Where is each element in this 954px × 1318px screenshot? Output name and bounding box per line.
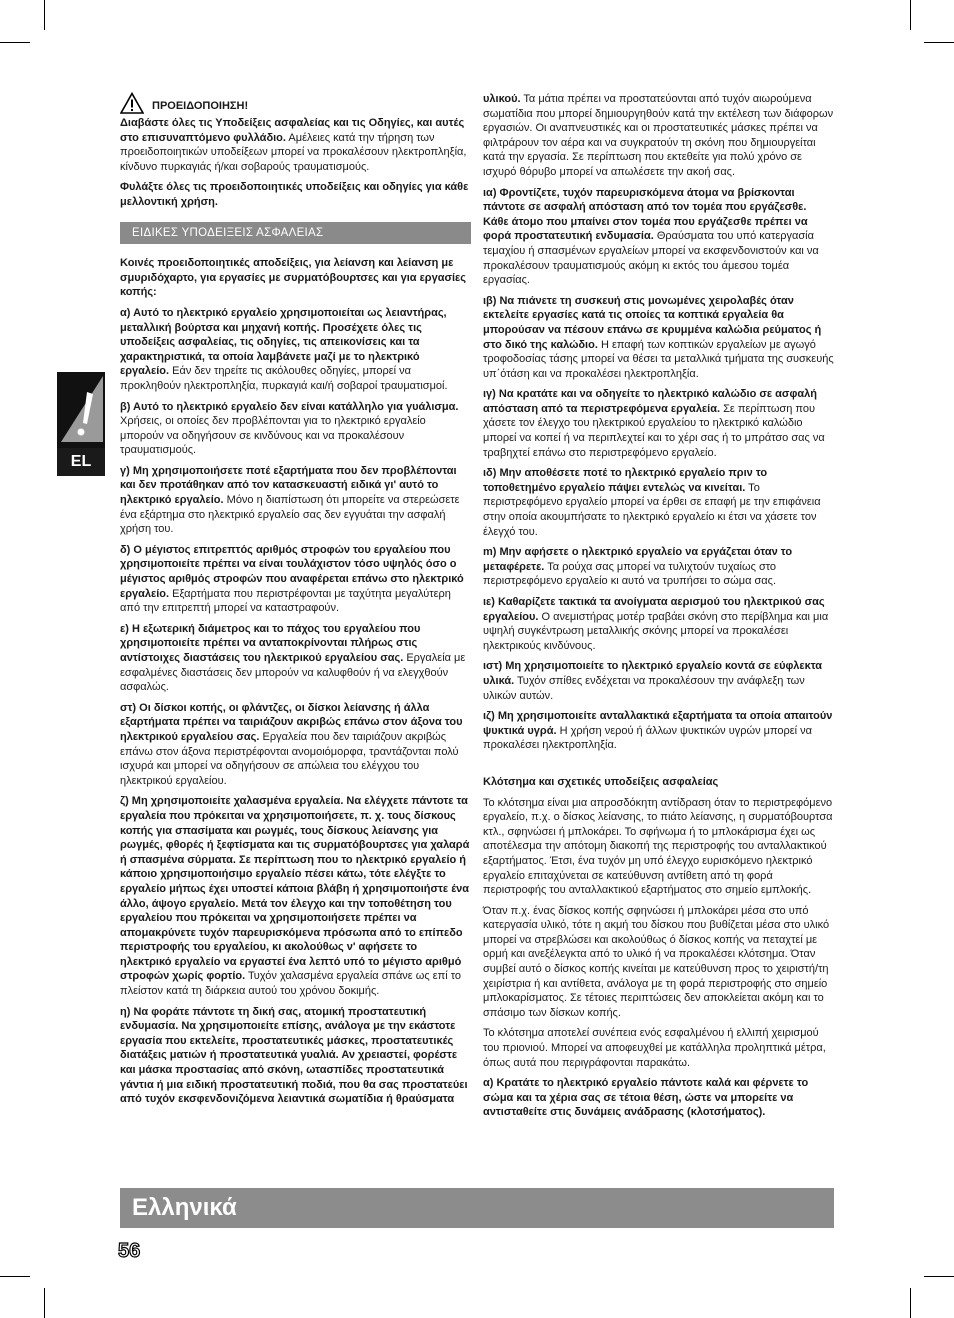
list-item: ε) Η εξωτερική διάμετρος και το πάχος του εργαλείου που χρησιμοποιείτε πρέπει να ανταποκρίνονται πλήρως στις αντίστοιχες διαστάσεις του ηλεκτρικού εργαλείου σας. Εργαλεία με εσφαλμένες διαστάσεις δεν μπορούν να καλυφθούν ή να ελεγχθούν ασφαλώς. <box>120 622 466 694</box>
list-item: ζ) Μη χρησιμοποιείτε χαλασμένα εργαλεία. Να ελέγχετε πάντοτε τα εργαλεία που πρόκειται να χρησιμοποιήσετε, π. χ. τους δίσκους κοπής για σπασίματα και ρωγμές, τους δίσκους λείανσης για ρωγμές, φθορές ή ξεφτίσματα και τις συρματόβουρτσες για χαλαρά ή σπασμένα σύρματα. Σε περίπτωση που το ηλεκτρικό εργαλείο ή κάποιο χρησιμοποιήσιμο εργαλείο πέσει κάτω, τότε ελέγξτε το εργαλείο μήπως έχει υποστεί κάποια βλάβη ή χρησιμοποιήστε ένα άλλο, άψογο εργαλείο. Μετά τον έλεγχο και την τοποθέτηση του εργαλείου που πρόκειται να χρησιμοποιήσετε πρέπει να απομακρύνετε τυχόν παρευρισκόμενα πρόσωπα από το επίπεδο περιστροφής του εργαλείου, κι ακολούθως ν' αφήσετε το ηλεκτρικό εργαλείο να εργαστεί ένα λεπτό υπό το μέγιστο αριθμό στροφών χωρίς φορτίο. Τυχόν χαλασμένα εργαλεία σπάνε ως επί το πλείστον κατά τη διάρκεια αυτού του χρόνου δοκιμής. <box>120 795 470 998</box>
spacer <box>483 759 835 775</box>
intro-text: Κοινές προειδοποιητικές αποδείξεις, για λείανση και λείανση με σμυριδόχαρτο, για εργασίες με συρματόβουρτσες και για εργασίες κοπής: <box>120 257 467 299</box>
list-item: ιγ) Να κρατάτε και να οδηγείτε το ηλεκτρικό καλώδιο σε ασφαλή απόσταση από τα περιστρεφόμενα εργαλεία. Σε περίπτωση που χάσετε τον έλεγχο του ηλεκτρικού εργαλείου το ηλεκτρικό καλώδιο μπορεί να κοπεί ή να περιπλεχτεί και το χέρι σας ή το μπράτσο σας να τραβηχτεί επάνω στο περιστρεφόμενο εργαλείο. <box>483 388 825 459</box>
kickback-paragraph: Το κλότσημα αποτελεί συνέπεια ενός εσφαλμένου ή ελλιπή χειρισμού του πριονιού. Μπορεί να αποφευχθεί με κατάλληλα προληπτικά μέτρα, όπως αυτά που περιγράφονται παρακάτω. <box>483 1027 826 1069</box>
list-item: ιζ) Μη χρησιμοποιείτε ανταλλακτικά εξαρτήματα τα οποία απαιτούν ψυκτικά υγρά. Η χρήση νερού ή άλλων ψυκτικών υγρών μπορεί να προκαλέσει ηλεκτροπληξία. <box>483 710 833 752</box>
list-item: m) Μην αφήσετε ο ηλεκτρικό εργαλείο να εργάζεται όταν το μεταφέρετε. Τα ρούχα σας μπορεί να τυλιχτούν τυχαίως στο περιστρεφόμενο εργαλείο κι αυτό να τρυπήσει το σώμα σας. <box>483 546 793 588</box>
footer-title: Ελληνικά <box>132 1194 237 1221</box>
language-tab: EL <box>57 448 105 476</box>
right-column <box>483 92 835 1126</box>
list-item: α) Αυτό το ηλεκτρικό εργαλείο χρησιμοποιείται ως λειαντήρας, μεταλλική βούρτσα και μηχανή κοπής. Προσέχετε όλες τις υποδείξεις ασφαλείας, τις οδηγίες, τις απεικονίσεις και τα χαρακτηριστικά, τα οποία λαμβάνετε μαζί με το ηλεκτρικό εργαλείο. Εάν δεν τηρείτε τις ακόλουθες οδηγίες, μπορεί να προκληθούν ηλεκτροπληξία, πυρκαγιά και/ή σοβαροί τραυματισμοί. <box>120 306 448 392</box>
list-item: δ) Ο μέγιστος επιτρεπτός αριθμός στροφών του εργαλείου που χρησιμοποιείτε πρέπει να είναι τουλάχιστον τόσο υψηλός όσο ο μέγιστος αριθμός στροφών που αναφέρεται επάνω στο ηλεκτρικό εργαλείο. Εξαρτήματα που περιστρέφονται με ταχύτητα μεγαλύτερη από την επιτρεπτή μπορεί να καταστραφούν. <box>120 543 464 615</box>
kickback-item-a: α) Κρατάτε το ηλεκτρικό εργαλείο πάντοτε καλά και φέρνετε το σώμα και τα χέρια σας σε τέτοια θέση, ώστε να μπορείτε να αντισταθείτε στις δυνάμεις ανάδρασης (κλοτσήματος). <box>483 1077 809 1119</box>
footer-language-bar <box>120 1188 834 1228</box>
section-title: ΕΙΔΙΚΕΣ ΥΠΟΔΕΙΞΕΙΣ ΑΣΦΑΛΕΙΑΣ <box>120 222 471 245</box>
list-item: ιβ) Να πιάνετε τη συσκευή στις μονωμένες χειρολαβές όταν εκτελείτε εργασίες κατά τις οποίες τα κοπτικά εργαλεία θα μπορούσαν να πέσουν επάνω σε κρυμμένα καλώδια ρεύματος ή στο δικό της καλώδιο. Η επαφή των κοπτικών εργαλείων με αγωγό τροφοδοσίας τάσης μπορεί να θέσει τα μεταλλικά τμήματα της συσκευής υπ΄ότάση και να προκαλέσει ηλεκτροπληξία. <box>483 294 834 380</box>
list-item: υλικού. Τα μάτια πρέπει να προστατεύονται από τυχόν αιωρούμενα σωματίδια που μπορεί δημιουργηθούν κατά την εκτέλεση των διάφορων εργασιών. Οι αναπνευστικές και οι προστατευτικές μάσκες πρέπει να φιλτράρουν τον αέρα και να συγκρατούν τη σκόνη που δημιουργείται κατά την εργασία. Σε περίπτωση που εκτεθείτε για πολύ χρόνο σε ισχυρό θόρυβο μπορεί να απωλέσετε την ακοή σας. <box>483 93 834 178</box>
crop-mark <box>0 42 30 43</box>
crop-mark <box>0 1276 30 1277</box>
crop-mark <box>924 42 954 43</box>
list-item: β) Αυτό το ηλεκτρικό εργαλείο δεν είναι κατάλληλο για γυάλισμα. Χρήσεις, οι οποίες δεν προβλέπονται για το ηλεκτρικό εργαλείο μπορούν να οδηγήσουν σε κινδύνους και να προκαλέσουν τραυματισμούς. <box>120 400 459 457</box>
kickback-heading: Κλότσημα και σχετικές υποδείξεις ασφαλείας <box>483 775 719 788</box>
crop-mark <box>910 1288 911 1318</box>
warning-title: ΠΡΟΕΙΔΟΠΟΙΗΣΗ! <box>152 100 249 113</box>
list-item: γ) Μη χρησιμοποιήσετε ποτέ εξαρτήματα που δεν προβλέπονται και δεν προτάθηκαν από τον κατασκευαστή ειδικά γι' αυτό το ηλεκτρικό εργαλείο. Μόνο η διαπίστωση ότι μπορείτε να στερεώσετε ένα εξάρτημα στο ηλεκτρικό εργαλείο σας δεν εγγυάται την ασφαλή χρήση του. <box>120 464 460 536</box>
list-item: ιδ) Μην αποθέσετε ποτέ το ηλεκτρικό εργαλείο πριν το τοποθετημένο εργαλείο πάψει εντελώς να κινείται. Το περιστρεφόμενο εργαλείο μπορεί να έρθει σε επαφή με την επιφάνεια στην οποία ακουμπήσατε το ηλεκτρικό εργαλείο κι έτσι να χάσετε τον έλεγχό του. <box>483 467 821 538</box>
list-item: στ) Οι δίσκοι κοπής, οι φλάντζες, οι δίσκοι λείανσης ή άλλα εξαρτήματα πρέπει να ταιριάζουν ακριβώς επάνω στον άξονα του ηλεκτρικού εργαλείου σας. Εργαλεία που δεν ταιριάζουν ακριβώς επάνω στον άξονα περιστρέφονται ανομοιόμορφα, τραντάζονται πολύ ισχυρά και μπορεί να οδηγήσουν σε απώλεια του ελέγχου του ηλεκτρικού εργαλείου. <box>120 701 463 787</box>
kickback-paragraph: Όταν π.χ. ένας δίσκος κοπής σφηνώσει ή μπλοκάρει μέσα στο υπό κατεργασία υλικό, τότε η ακμή του δίσκου που βυθίζεται μέσα στο υλικό μπορεί να στρεβλώσει και ακολούθως ό δίσκος κοπής να πεταχτεί με ορμή και ανεξέλεγκτα από το υλικό ή να προκαλέσει κλότσημα. Όταν συμβεί αυτό ο δίσκος κοπής κινείται με κατεύθυνση προς το χειριστή/τη χειρίστρια ή και αντίθετα, ανάλογα με τη φορά περιστροφής στο σημείο μπλοκαρίσματος. Σε τέτοιες περιπτώσεις δεν αποκλείεται ακόμη και το σπάσιμο των δίσκων κοπής. <box>483 904 830 1019</box>
page-number: 56 <box>118 1240 141 1262</box>
kickback-paragraph: Το κλότσημα είναι μια απροσδόκητη αντίδραση όταν το περιστρεφόμενο εργαλείο, π.χ. ο δίσκος λείανσης, το πιάτο λείανσης, η συρματόβουρτσα κτλ., σφηνώσει ή μπλοκάρει. Το σφήνωμα ή το μπλοκάρισμα έχει ως αποτέλεσμα την απότομη διακοπή της περιστροφής του ανταλλακτικού εξαρτήματος. Έτσι, ένα τυχόν μη υπό έλεγχο ευρισκόμενο ηλεκτρικό εργαλείο επιταχύνεται σε κατεύθυνση αντίθετη από τη φορά περιστροφής του ανταλλακτικού εξαρτήματος στο σημείο εμπλοκής. <box>483 796 833 897</box>
crop-mark <box>924 1276 954 1277</box>
warning-header <box>120 92 471 114</box>
left-column <box>120 92 471 1113</box>
warning-keep: Φυλάξτε όλες τις προειδοποιητικές υποδείξεις και οδηγίες για κάθε μελλοντική χρήση. <box>120 181 469 208</box>
crop-mark <box>44 0 45 30</box>
warning-lead: Διαβάστε όλες τις Υποδείξεις ασφαλείας και τις Οδηγίες, και αυτές στο επισυναπτόμενο φυλλάδιο. Αμέλειες κατά την τήρηση των προειδοποιητικών υποδείξεων μπορεί να προκαλέσουν ηλεκτροπληξία, κίνδυνο πυρκαγιάς ή/και σοβαρούς τραυματισμούς. <box>120 117 467 173</box>
list-item: ιστ) Μη χρησιμοποιείτε το ηλεκτρικό εργαλείο κοντά σε εύφλεκτα υλικά. Τυχόν σπίθες ενδέχεται να προκαλέσουν την ανάφλεξη των υλικών αυτών. <box>483 660 823 702</box>
crop-mark <box>910 0 911 30</box>
warning-triangle-icon <box>120 92 144 114</box>
list-item: ιε) Καθαρίζετε τακτικά τα ανοίγματα αερισμού του ηλεκτρικού σας εργαλείου. Ο ανεμιστήρας μοτέρ τραβάει σκόνη στο περίβλημα και μια υψηλή συγκέντρωση μεταλλικής σκόνης μπορεί να προκαλέσει ηλεκτρικούς κινδύνους. <box>483 596 829 652</box>
list-item: η) Να φοράτε πάντοτε τη δική σας, ατομική προστατευτική ενδυμασία. Να χρησιμοποιείτε επίσης, ανάλογα με την εκάστοτε εργασία που εκτελείτε, προστατευτικές μάσκες, προστατευτικές διατάξεις ματιών ή προστατευτικά γυαλιά. Αν χρειαστεί, φορέστε και μάσκα προστασίας από σκόνη, ωτασπίδες προστατευτικά γάντια ή μια ειδική προστατευτική ποδιά, που θα σας προστατεύει από τυχόν εκσφενδονιζόμενα λειαντικά σωματίδια ή θραύσματα <box>120 1005 468 1106</box>
crop-mark <box>44 1288 45 1318</box>
list-item: ια) Φροντίζετε, τυχόν παρευρισκόμενα άτομα να βρίσκονται πάντοτε σε ασφαλή απόσταση από τον τομέα που εργάζεσθε. Κάθε άτομο που μπαίνει στον τομέα που εργάζεσθε πρέπει να φορά προστατευτική ενδυμασία. Θραύσματα του υπό κατεργασία τεμαχίου ή σπασμένων εργαλείων μπορεί να εκσφενδονιστούν και να προκαλέσουν τραυματισμούς ακόμη κι εκτός του άμεσου τομέα εργασίας. <box>483 186 819 287</box>
exclamation-icon <box>57 372 105 448</box>
